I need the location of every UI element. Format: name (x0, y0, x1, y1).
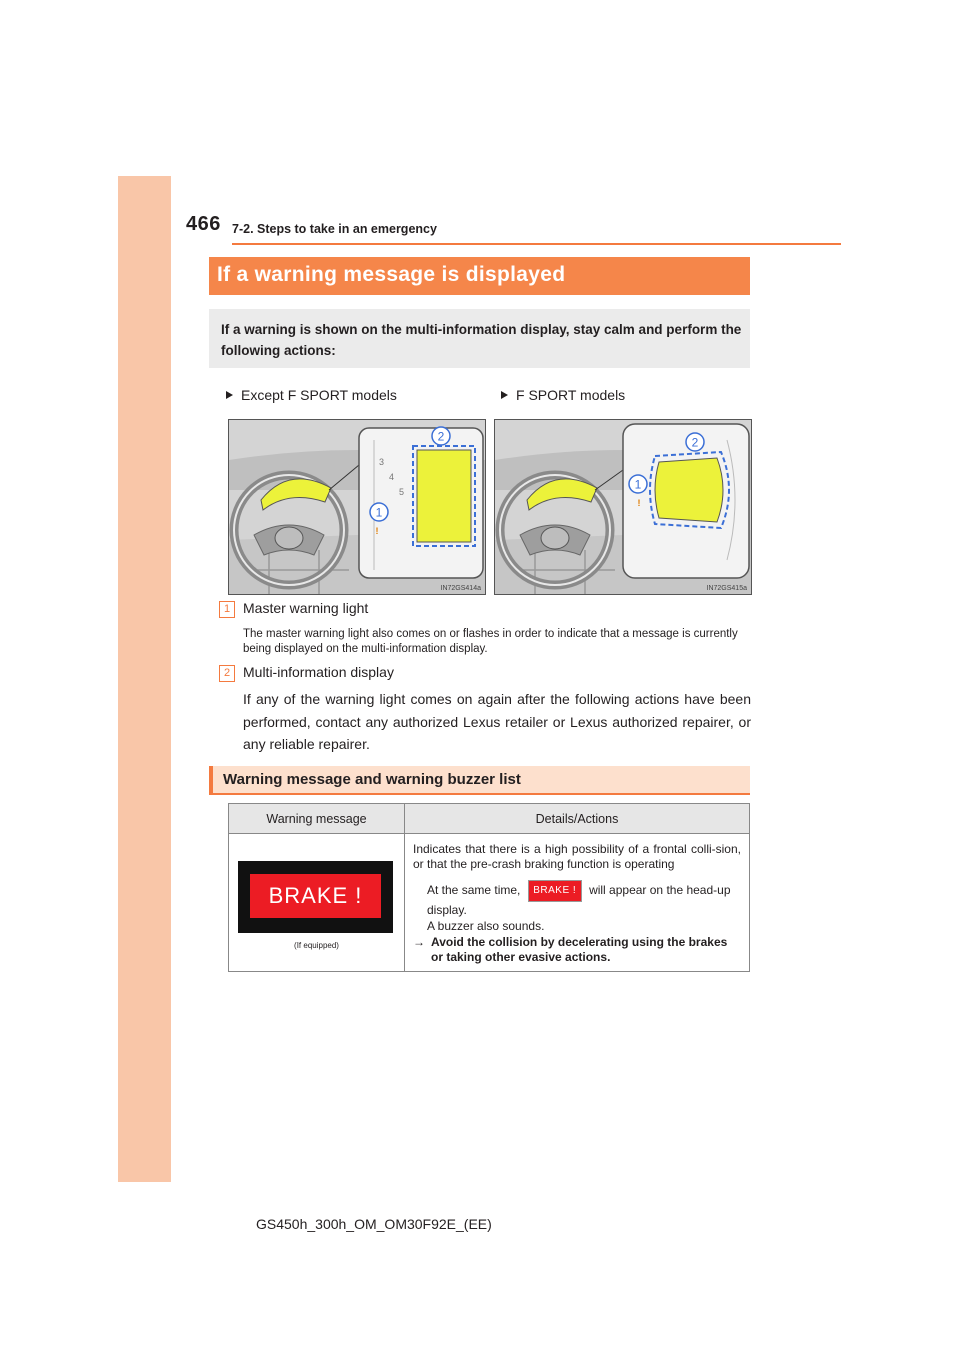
arrow-right-icon: → (413, 935, 425, 949)
column-header-details-actions: Details/Actions (405, 804, 750, 834)
warning-message-table (228, 803, 750, 972)
hud-notice-before: At the same time, (427, 883, 521, 898)
brake-warning-message: BRAKE ! (250, 874, 381, 918)
figure-label-text: Except F SPORT models (241, 387, 397, 403)
figure-label-except-f-sport (226, 387, 397, 403)
svg-text:4: 4 (389, 472, 395, 482)
table-row (229, 834, 750, 972)
page-number: 466 (186, 213, 221, 235)
triangle-bullet-icon (226, 391, 233, 399)
subsection-heading-bar (209, 766, 750, 793)
hud-notice (413, 880, 741, 919)
triangle-bullet-icon (501, 391, 508, 399)
callout-1-label: 1 (634, 477, 642, 492)
legend-note: The master warning light also comes on or flashes in order to indicate that a message is currently being displayed on the multi-information display. (243, 628, 738, 655)
action-text: Avoid the collision by decelerating using the brakes or taking other evasive actions. (431, 935, 728, 964)
legend-item-master-warning: Master warning light (243, 600, 369, 616)
section-title-bar (209, 257, 750, 295)
legend-number-1: 1 (219, 601, 235, 618)
master-warning-light-icon: ! (637, 498, 641, 508)
dashboard-illustration-standard (228, 419, 486, 595)
hud-brake-icon: BRAKE ! (528, 880, 582, 902)
legend-number-2: 2 (219, 665, 235, 682)
column-header-warning-message: Warning message (229, 804, 405, 834)
document-footer: GS450h_300h_OM_OM30F92E_(EE) (256, 1216, 492, 1232)
equipped-note: (If equipped) (294, 941, 339, 950)
chapter-sidebar-tab (118, 176, 171, 1182)
brake-warning-display (238, 861, 393, 933)
intro-box (209, 309, 750, 368)
intro-text: If a warning is shown on the multi-information display, stay calm and perform the following actions: (221, 322, 742, 358)
hud-notice-after: will appear on the head-up display. (427, 883, 731, 917)
figure-code: IN72GS415a (706, 585, 747, 592)
subsection-title: Warning message and warning buzzer list (223, 771, 521, 788)
legend-item-multi-info-display: Multi-information display (243, 664, 394, 680)
callout-2-label: 2 (437, 429, 445, 444)
svg-text:3: 3 (379, 457, 385, 467)
warning-message-cell (229, 834, 405, 972)
figure-label-text: F SPORT models (516, 387, 626, 403)
body-paragraph: If any of the warning light comes on again after the following actions have been performed, contact any authorized Lexus retailer or Lexus authorized repairer, or any reliable repairer. (243, 691, 751, 752)
buzzer-note: A buzzer also sounds. (427, 919, 545, 933)
detail-description: Indicates that there is a high possibility of a frontal colli-sion, or that the pre-crash braking function is operating (413, 842, 741, 871)
figure-label-f-sport (501, 387, 625, 403)
details-actions-cell (405, 834, 750, 972)
header-rule (232, 243, 841, 245)
callout-1-label: 1 (375, 505, 383, 520)
svg-text:5: 5 (399, 487, 405, 497)
dashboard-illustration-f-sport (494, 419, 752, 595)
chapter-heading: 7-2. Steps to take in an emergency (232, 222, 437, 236)
action-item (413, 935, 741, 965)
figure-code: IN72GS414a (440, 585, 481, 592)
section-title: If a warning message is displayed (217, 263, 566, 286)
master-warning-light-icon: ! (375, 526, 379, 536)
subsection-rule (209, 793, 750, 795)
callout-2-label: 2 (691, 435, 699, 450)
table-header-row (229, 804, 750, 834)
